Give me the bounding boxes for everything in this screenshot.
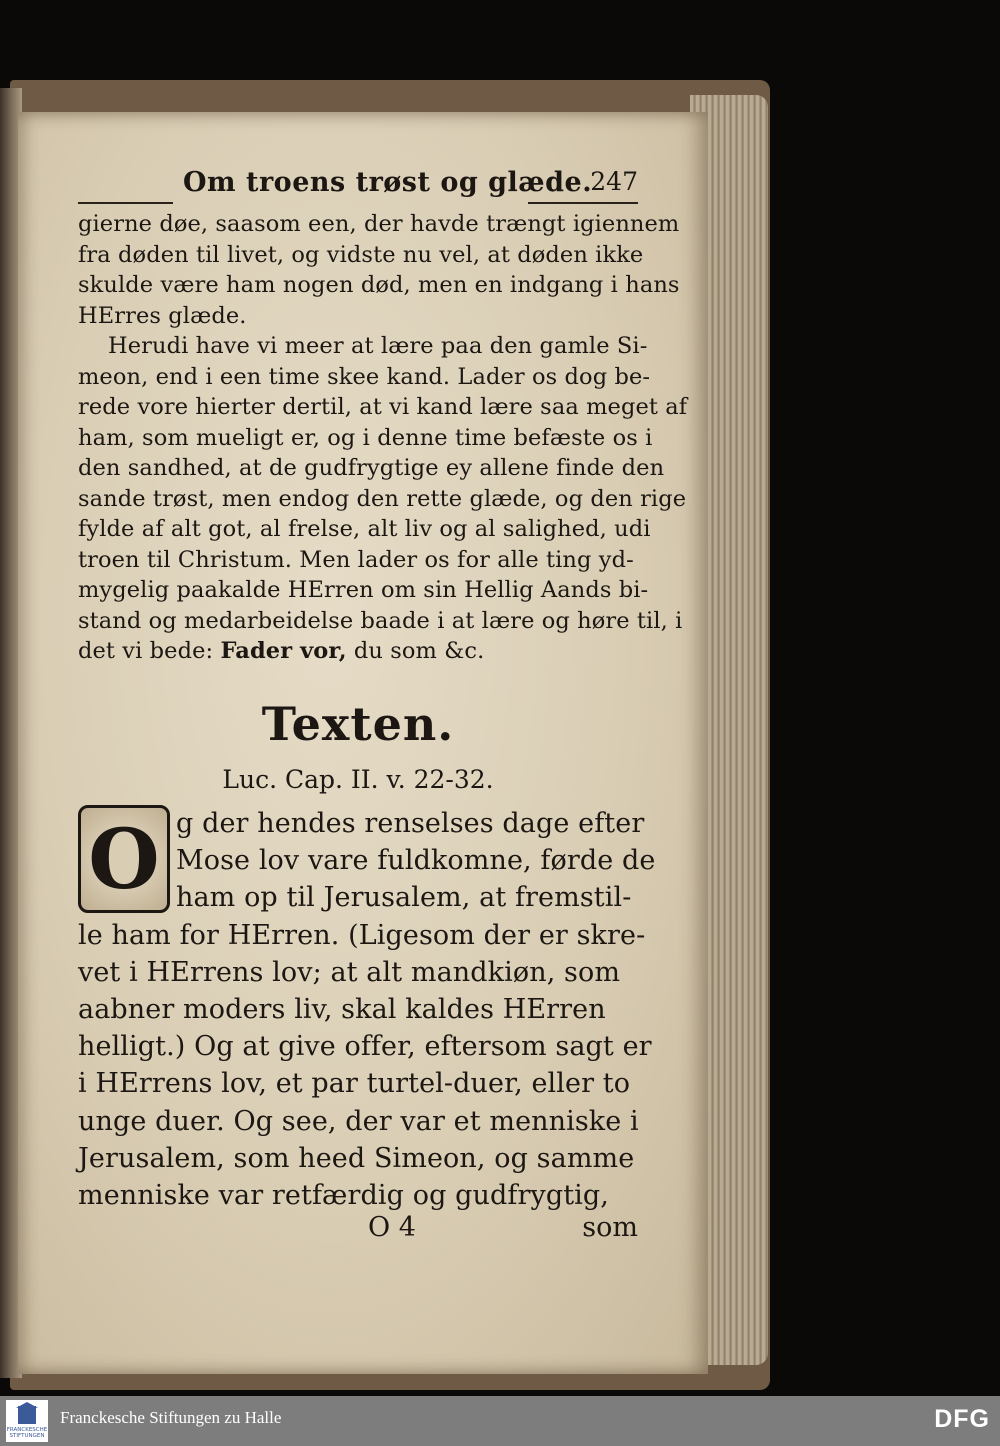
text-line: gierne døe, saasom een, der havde trængt igiennem: [78, 211, 680, 237]
catchword: som: [582, 1212, 638, 1243]
body-text: [78, 209, 688, 667]
text-line: meon, end i een time skee kand. Lader os dog be-: [78, 363, 651, 390]
section-title: Texten.: [261, 697, 455, 751]
text-line: aabner moders liv, skal kaldes HErren: [78, 993, 606, 1025]
dfg-logo[interactable]: DFG: [934, 1405, 990, 1433]
text-line: troen til Christum. Men lader os for alle ting yd-: [78, 546, 634, 573]
header-rule-left: [78, 202, 173, 204]
text-line: ham, som mueligt er, og i denne time befæste os i: [78, 424, 653, 451]
page-header: [78, 167, 638, 207]
text-line: den sandhed, at de gudfrygtige ey allene finde den: [78, 455, 665, 481]
text-line: Jerusalem, som heed Simeon, og samme: [78, 1142, 635, 1174]
page-number: 247: [590, 167, 638, 196]
prayer-bold: Fader vor,: [220, 638, 347, 664]
institution-link[interactable]: Franckesche Stiftungen zu Halle: [60, 1408, 282, 1427]
text-line: fra døden til livet, og vidste nu vel, at døden ikke: [78, 241, 644, 268]
prayer-prefix: det vi bede:: [78, 638, 221, 664]
text-line: i HErrens lov, et par turtel-duer, eller to: [78, 1068, 631, 1100]
prayer-line: [78, 636, 638, 667]
text-line: le ham for HErren. (Ligesom der er skre-: [78, 919, 646, 951]
logo-caption: [6, 1427, 48, 1439]
text-line: helligt.) Og at give offer, eftersom sagt er: [78, 1031, 652, 1063]
logo-building-shape: [18, 1406, 36, 1424]
logo-caption-line: STIFTUNGEN: [9, 1433, 45, 1439]
text-line: rede vore hierter dertil, at vi kand lære saa meget af: [78, 394, 688, 420]
running-head: Om troens trøst og glæde.: [183, 167, 593, 198]
text-line: fylde af alt got, al frelse, alt liv og al salighed, udi: [78, 516, 651, 542]
text-line: stand og medarbeidelse baade i at lære og høre til, i: [78, 607, 683, 634]
text-line: Herudi have vi meer at lære paa den gamle Si-: [108, 333, 648, 359]
text-line: vet i HErrens lov; at alt mandkiøn, som: [78, 956, 621, 988]
franckesche-logo-icon[interactable]: [6, 1400, 48, 1442]
text-line: sande trøst, men endog den rette glæde, og den rige: [78, 485, 687, 512]
logo-caption-line: FRANCKESCHE: [6, 1427, 48, 1433]
decorated-initial: O: [78, 805, 170, 913]
text-line: mygelig paakalde HErren om sin Hellig Aands bi-: [78, 577, 649, 603]
book-page: [18, 112, 708, 1374]
scripture-text: [78, 805, 656, 1214]
header-rule-right: [528, 202, 638, 204]
text-line: skulde være ham nogen død, men en indgang i hans: [78, 272, 680, 298]
scripture-reference: Luc. Cap. II. v. 22-32.: [222, 765, 494, 794]
text-line: Mose lov vare fuldkomne, førde de: [176, 845, 656, 877]
text-line: unge duer. Og see, der var et menniske i: [78, 1105, 639, 1137]
text-line: menniske var retfærdig og gudfrygtig,: [78, 1179, 609, 1211]
text-line: ham op til Jerusalem, at fremstil-: [176, 882, 632, 914]
footer-bar: [0, 1396, 1000, 1446]
prayer-suffix: du som &c.: [346, 638, 485, 664]
text-line: g der hendes renselses dage efter: [176, 808, 645, 839]
text-line: HErres glæde.: [78, 302, 247, 329]
page-footer: [78, 1212, 638, 1248]
signature-mark: O 4: [368, 1212, 416, 1243]
